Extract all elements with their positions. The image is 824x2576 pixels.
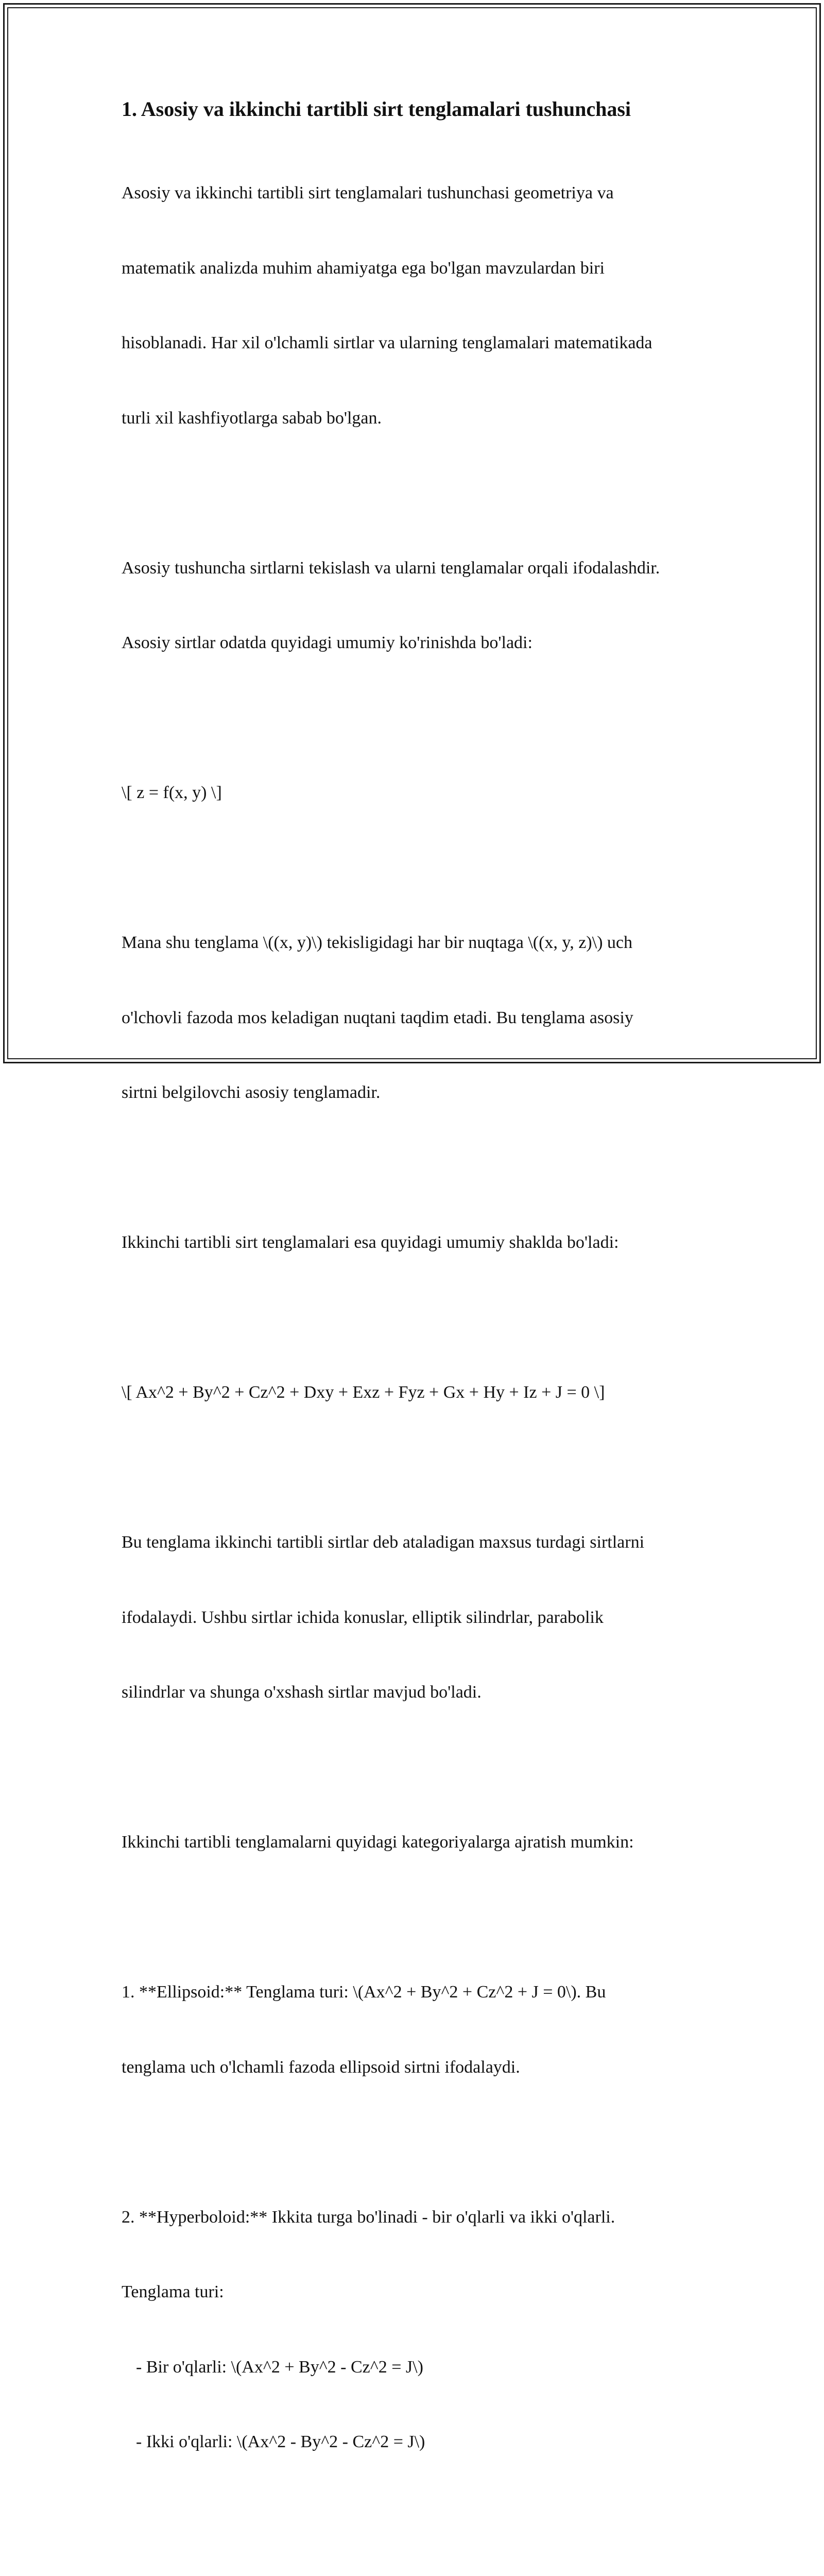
text-line: turli xil kashfiyotlarga sabab bo'lgan. <box>122 408 382 428</box>
text-line: hisoblanadi. Har xil o'lchamli sirtlar va ularning tenglamalari matematikada <box>122 333 653 352</box>
text-line: tenglama uch o'lchamli fazoda ellipsoid sirtni ifodalaydi. <box>122 2057 520 2077</box>
list-item-paraboloid <box>122 2530 719 2576</box>
paragraph-categories-intro <box>122 1780 719 1905</box>
paragraph-formula-explanation <box>122 880 719 1156</box>
formula-second-order <box>122 1330 719 1455</box>
document-title: 1. Asosiy va ikkinchi tartibli sirt tenglamalari tushunchasi <box>122 97 631 121</box>
text-line: Ikkinchi tartibli sirt tenglamalari esa quyidagi umumiy shaklda bo'ladi: <box>122 1233 619 1252</box>
text-line: Ikkinchi tartibli tenglamalarni quyidagi kategoriyalarga ajratish mumkin: <box>122 1833 634 1852</box>
document-body <box>122 96 719 2576</box>
paragraph-basic-concept <box>122 506 719 706</box>
text-line: Bu tenglama ikkinchi tartibli sirtlar deb ataladigan maxsus turdagi sirtlarni <box>122 1533 645 1552</box>
text-line: Tenglama turi: <box>122 2282 224 2301</box>
formula-line: \[ z = f(x, y) \] <box>122 783 222 802</box>
paragraph-intro <box>122 131 719 481</box>
text-line: ifodalaydi. Ushbu sirtlar ichida konuslar, elliptik silindrlar, parabolik <box>122 1607 604 1627</box>
text-line: matematik analizda muhim ahamiyatga ega bo'lgan mavzulardan biri <box>122 258 605 278</box>
text-line: Asosiy va ikkinchi tartibli sirt tenglamalari tushunchasi geometriya va <box>122 183 614 202</box>
text-line: Asosiy sirtlar odatda quyidagi umumiy ko'rinishda bo'ladi: <box>122 633 533 652</box>
sub-list-item: - Bir o'qlarli: \(Ax^2 + By^2 - Cz^2 = J\) <box>136 2357 423 2377</box>
text-line: 1. **Ellipsoid:** Tenglama turi: \(Ax^2 + By^2 + Cz^2 + J = 0\). Bu <box>122 1982 606 2002</box>
formula-line: \[ Ax^2 + By^2 + Cz^2 + Dxy + Exz + Fyz + Gx + Hy + Iz + J = 0 \] <box>122 1383 605 1402</box>
list-item-ellipsoid <box>122 1930 719 2130</box>
sub-list-item: - Ikki o'qlarli: \(Ax^2 - By^2 - Cz^2 = J\) <box>136 2432 425 2451</box>
text-line: sirtni belgilovchi asosiy tenglamadir. <box>122 1083 381 1102</box>
text-line: Asosiy tushuncha sirtlarni tekislash va ularni tenglamalar orqali ifodalashdir. <box>122 558 660 578</box>
text-line: Mana shu tenglama \((x, y)\) tekisligidagi har bir nuqtaga \((x, y, z)\) uch <box>122 933 632 952</box>
text-line: 2. **Hyperboloid:** Ikkita turga bo'linadi - bir o'qlarli va ikki o'qlarli. <box>122 2207 615 2227</box>
list-item-hyperboloid <box>122 2155 719 2505</box>
text-line: silindrlar va shunga o'xshash sirtlar mavjud bo'ladi. <box>122 1683 482 1702</box>
text-line: o'lchovli fazoda mos keladigan nuqtani taqdim etadi. Bu tenglama asosiy <box>122 1008 633 1027</box>
paragraph-second-order-description <box>122 1480 719 1755</box>
formula-basic-surface <box>122 731 719 856</box>
paragraph-second-order-intro <box>122 1180 719 1306</box>
